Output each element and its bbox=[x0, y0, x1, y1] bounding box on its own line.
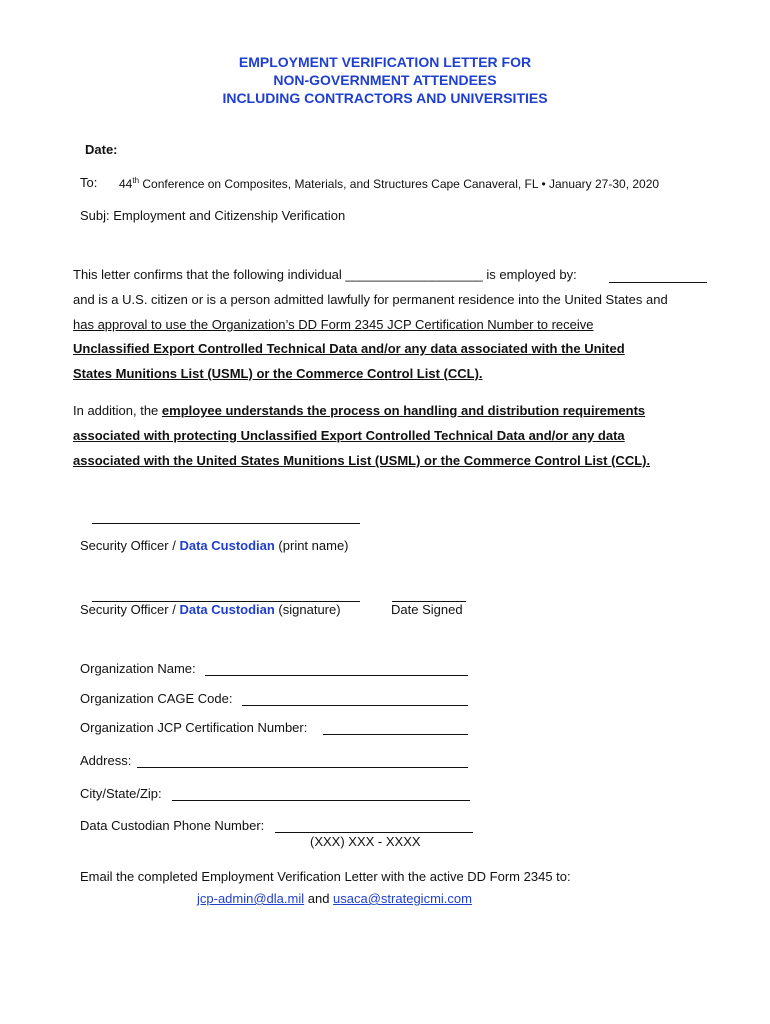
body-line-4: Unclassified Export Controlled Technical Data and/or any data associated with the United bbox=[73, 341, 625, 356]
email-links: jcp-admin@dla.mil and usaca@strategicmi.com bbox=[197, 891, 472, 906]
org-name-label: Organization Name: bbox=[80, 661, 196, 676]
phone-format: (XXX) XXX - XXXX bbox=[310, 834, 421, 849]
address-line bbox=[137, 767, 468, 768]
phone-line bbox=[275, 832, 473, 833]
conference-text: Conference on Composites, Materials, and Structures Cape Canaveral, FL • January 27-30, 2020 bbox=[139, 177, 660, 191]
signature-label: Security Officer / Data Custodian (signature) bbox=[80, 602, 341, 617]
date-signed-label: Date Signed bbox=[391, 602, 463, 617]
data-custodian-text: Data Custodian bbox=[179, 538, 275, 553]
ordinal-number: 44 bbox=[119, 177, 133, 191]
city-line bbox=[172, 800, 470, 801]
para2-line-3: associated with the United States Munitions List (USML) or the Commerce Control List (CCL). bbox=[73, 453, 651, 468]
employer-blank-line bbox=[609, 282, 707, 283]
city-label: City/State/Zip: bbox=[80, 786, 162, 801]
jcp-line bbox=[323, 734, 468, 735]
data-custodian-text: Data Custodian bbox=[179, 602, 275, 617]
para2-line-1 bbox=[73, 403, 645, 418]
address-label: Address: bbox=[80, 753, 132, 768]
cage-label: Organization CAGE Code: bbox=[80, 691, 233, 706]
jcp-admin-email-link[interactable]: jcp-admin@dla.mil bbox=[197, 891, 305, 906]
para2-line-2: associated with protecting Unclassified Export Controlled Technical Data and/or any data bbox=[73, 428, 625, 443]
para2-emphasis: employee understands the process on handling and distribution requirements bbox=[161, 403, 646, 418]
ordinal-suffix: th bbox=[132, 176, 140, 185]
para2-prefix: In addition, the bbox=[73, 403, 162, 418]
body-line-3: has approval to use the Organization’s DD Form 2345 JCP Certification Number to receive bbox=[73, 317, 594, 332]
jcp-label: Organization JCP Certification Number: bbox=[80, 720, 308, 735]
phone-label: Data Custodian Phone Number: bbox=[80, 818, 265, 833]
to-text bbox=[119, 177, 659, 191]
date-label: Date: bbox=[85, 142, 118, 157]
title-line-3: INCLUDING CONTRACTORS AND UNIVERSITIES bbox=[222, 90, 548, 106]
body-line-5: States Munitions List (USML) or the Commerce Control List (CCL). bbox=[73, 366, 483, 381]
title-line-2: NON-GOVERNMENT ATTENDEES bbox=[273, 72, 497, 88]
org-name-line bbox=[205, 675, 468, 676]
email-instructions: Email the completed Employment Verification Letter with the active DD Form 2345 to: bbox=[80, 869, 571, 884]
print-name-label: Security Officer / Data Custodian (print name) bbox=[80, 538, 349, 553]
print-name-line bbox=[92, 523, 360, 524]
body-line-1: This letter confirms that the following individual ___________________ is employed by: bbox=[73, 267, 577, 282]
title-line-1: EMPLOYMENT VERIFICATION LETTER FOR bbox=[238, 54, 532, 70]
cage-line bbox=[242, 705, 468, 706]
subject-line: Subj: Employment and Citizenship Verification bbox=[80, 208, 346, 223]
to-label: To: bbox=[80, 175, 98, 190]
usaca-email-link[interactable]: usaca@strategicmi.com bbox=[333, 891, 472, 906]
body-line-2: and is a U.S. citizen or is a person admitted lawfully for permanent residence into the United States and bbox=[73, 292, 668, 307]
